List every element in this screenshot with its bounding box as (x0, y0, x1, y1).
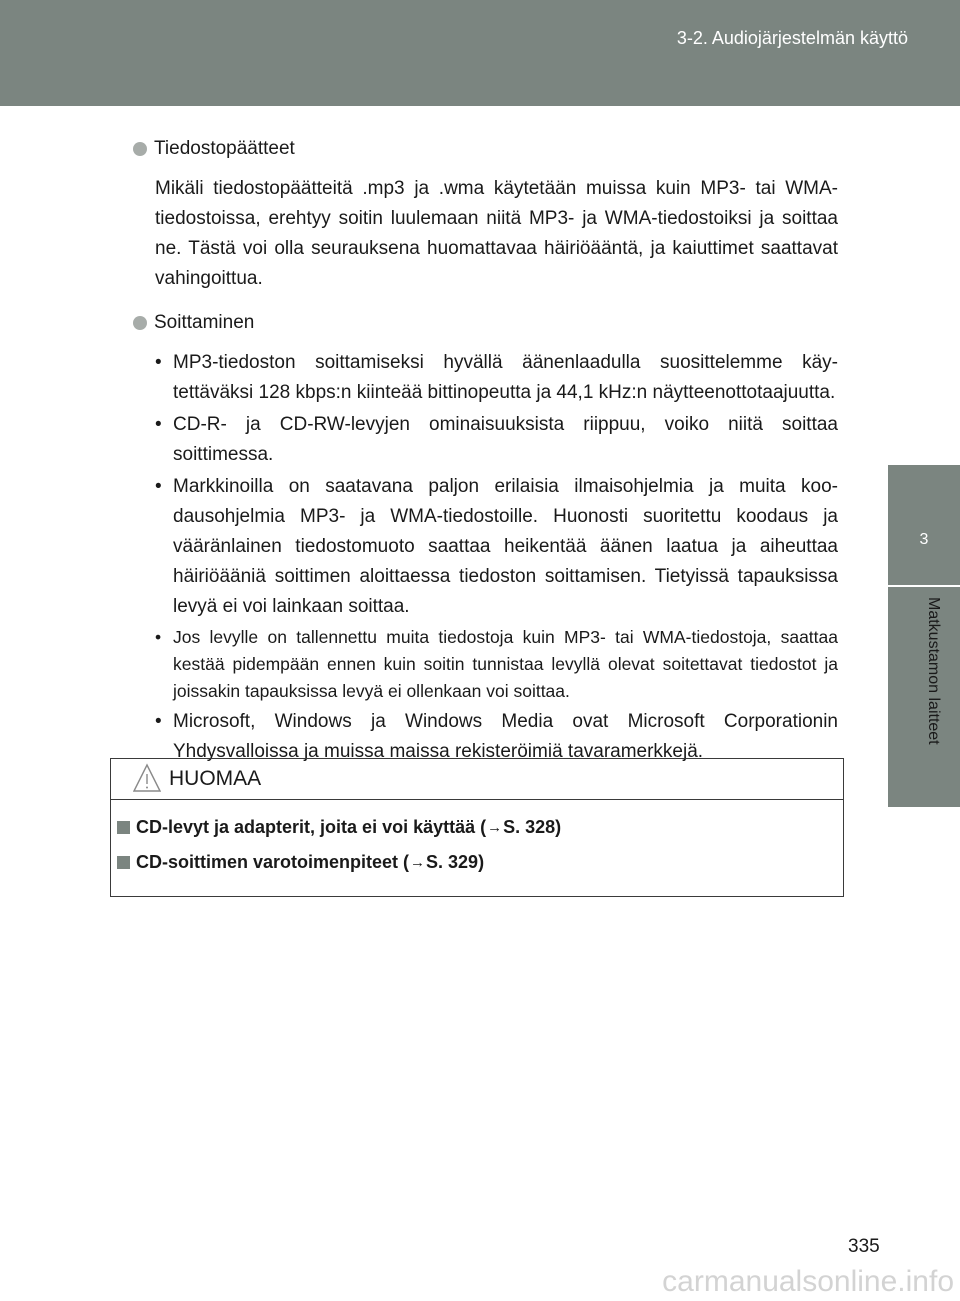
warning-triangle-icon (133, 763, 161, 793)
notice-box (110, 758, 844, 897)
page-reference: S. 329) (426, 852, 485, 872)
side-tab-number: 3 (888, 465, 960, 585)
circle-bullet-icon (133, 316, 147, 330)
chapter-title: 3-2. Audiojärjestelmän käyttö (676, 28, 908, 48)
arrow-right-icon: → (487, 819, 503, 836)
watermark: carmanualsonline.info (662, 1265, 954, 1298)
list-item: • CD-R- ja CD-RW-levyjen ominaisuuksista riippuu, voiko niitä soittaa soittimessa. (155, 410, 838, 470)
section-heading-file-extensions (133, 138, 838, 160)
side-tab-label: Matkustamon laitteet (925, 597, 942, 745)
square-bullet-icon (117, 821, 130, 834)
notice-title: HUOMAA (169, 767, 262, 790)
section-heading-playback (133, 312, 838, 334)
header-bar (0, 0, 960, 106)
list-item: • Markkinoilla on saatavana paljon erilaisia ilmaisohjelmia ja muita koodausohjelmia MP3- ja WMA-tiedostoille. Huonosti suoritettu koodaus ja vääränlainen tiedostomuoto saattaa heikentää äänen laatua ja aiheuttaa häiriöääniä soittimen aloittaessa tiedoston soittamisen. Tietyissä tapauksissa levyä ei voi lainkaan soittaa. (155, 472, 838, 622)
square-bullet-icon (117, 856, 130, 869)
list-item: • Jos levylle on tallennettu muita tiedostoja kuin MP3- tai WMA-tiedostoja, saattaa kestää pidempään ennen kuin soitin tunnistaa levyllä olevat soitettavat tiedostot ja joissakin tapauksissa levyä ei ollenkaan voi soittaa. (155, 624, 838, 705)
arrow-right-icon: → (410, 854, 426, 871)
page-reference: S. 328) (503, 817, 562, 837)
notice-item-link[interactable] (117, 817, 561, 838)
section-heading-text: Soittaminen (154, 312, 255, 333)
page-number: 335 (848, 1236, 880, 1257)
notice-item-link[interactable] (117, 852, 484, 873)
playback-list (155, 348, 838, 767)
side-tab (888, 587, 960, 807)
notice-item-text: CD-soittimen varotoimenpiteet ( (136, 852, 410, 872)
main-content (135, 138, 838, 769)
list-item: • Microsoft, Windows ja Windows Media ovat Microsoft Corporationin Yhdysvalloissa ja muissa maissa rekisteröimiä tavaramerkkejä. (155, 707, 838, 767)
list-item: • MP3-tiedoston soittamiseksi hyvällä äänenlaadulla suosittelemme käytettäväksi 128 kbps:n kiinteää bittinopeutta ja 44,1 kHz:n näytteenottotaajuutta. (155, 348, 838, 408)
notice-header (111, 759, 843, 800)
circle-bullet-icon (133, 142, 147, 156)
section-heading-text: Tiedostopäätteet (154, 138, 295, 159)
section-paragraph: Mikäli tiedostopäätteitä .mp3 ja .wma käytetään muissa kuin MP3- tai WMA-tiedostoissa, erehtyy soitin luulemaan niitä MP3- ja WMA-tiedostoiksi ja soittaa ne. Tästä voi olla seurauksena huomattavaa häiriöääntä, ja kaiuttimet saattavat vahingoittua. (155, 178, 838, 289)
notice-item-text: CD-levyt ja adapterit, joita ei voi käyttää ( (136, 817, 487, 837)
